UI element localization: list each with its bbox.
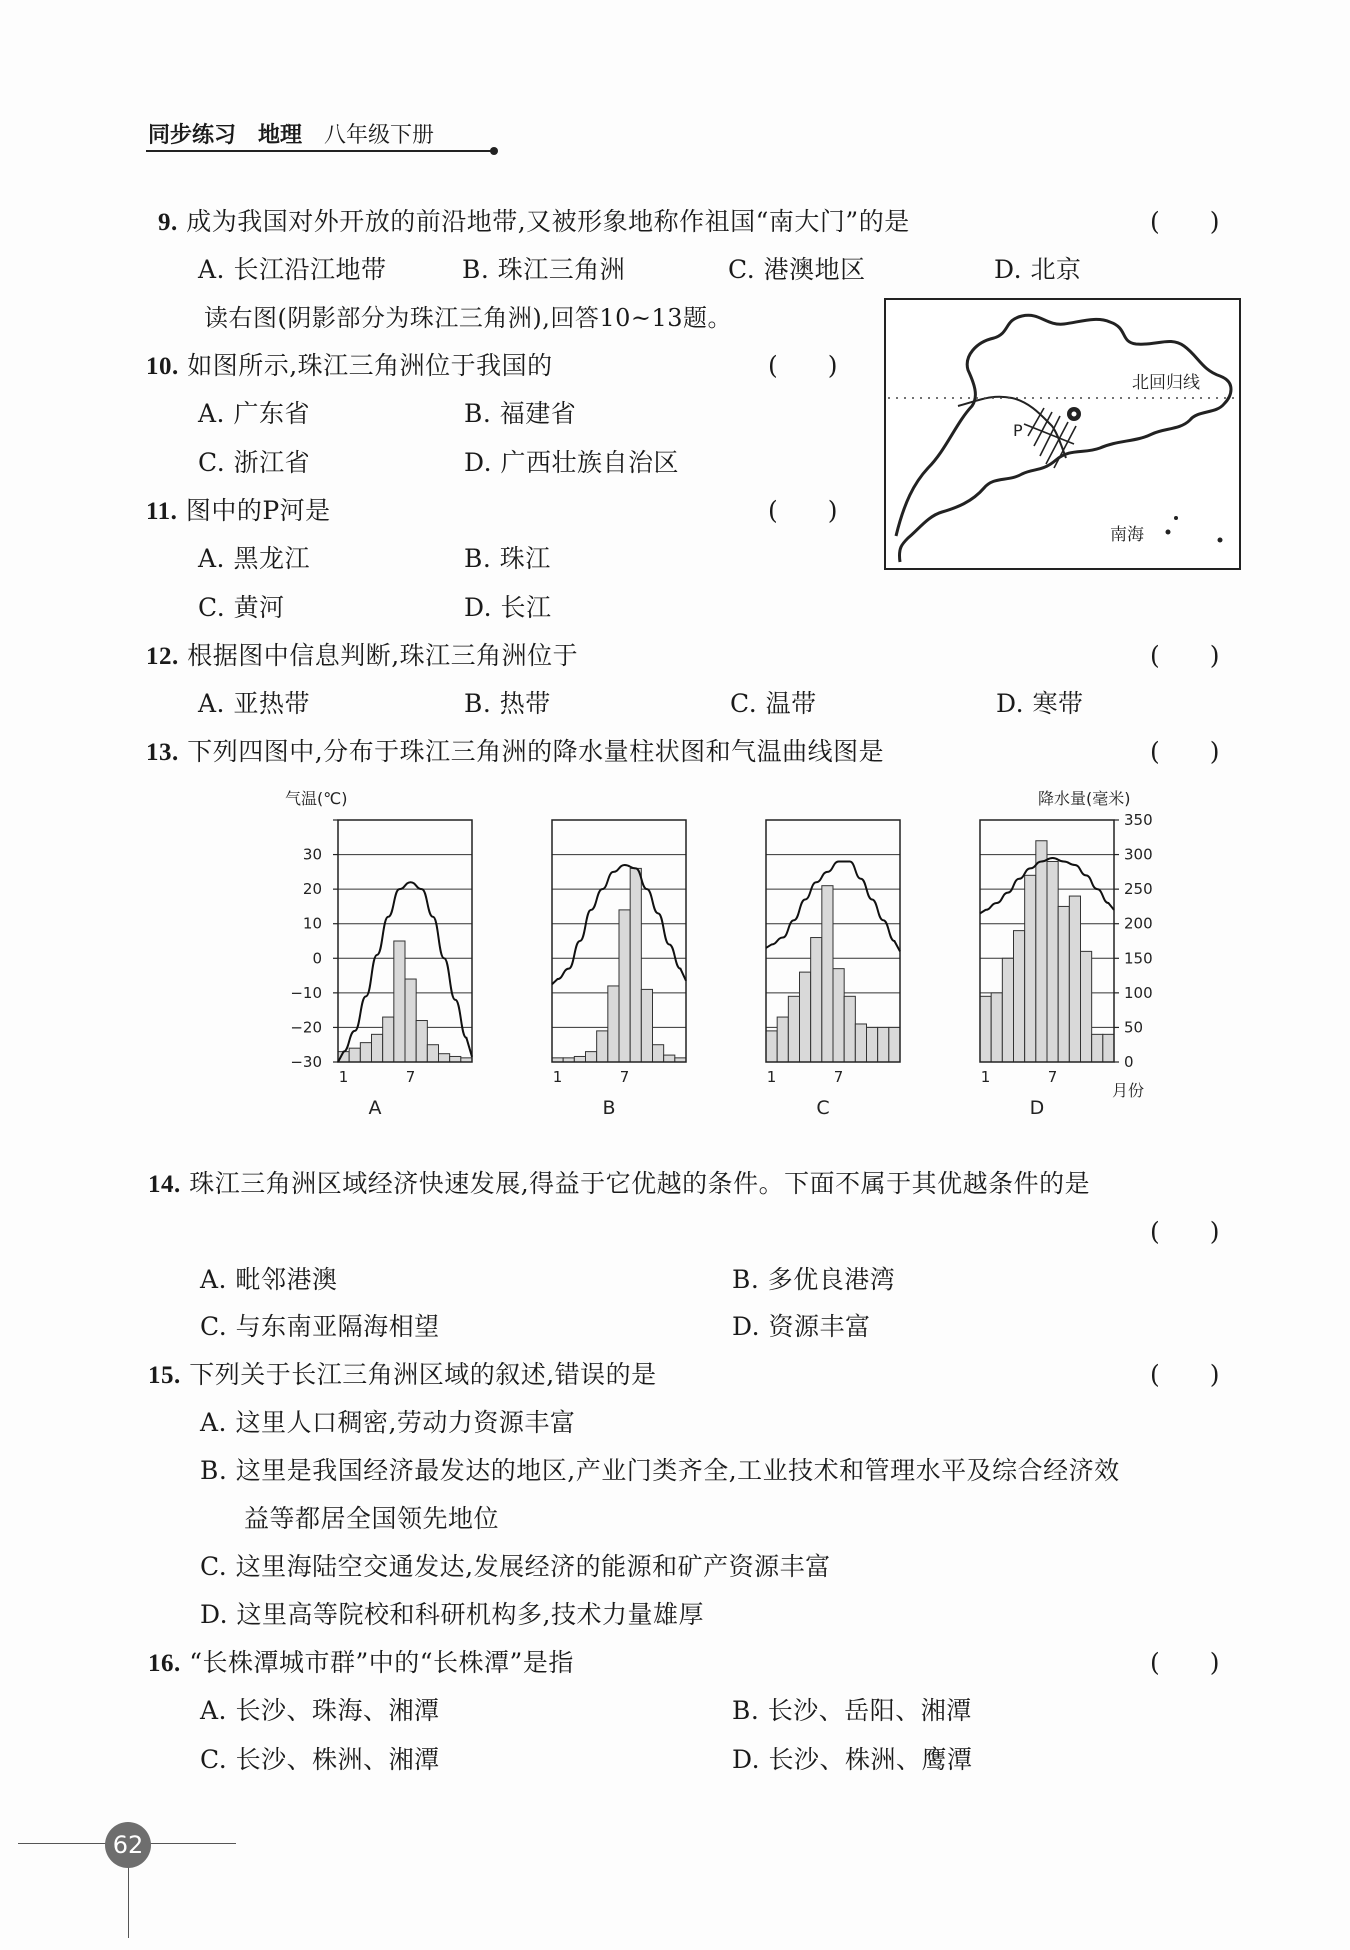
q9-option-c: C. 港澳地区 — [728, 255, 866, 284]
q15-option-a: A. 这里人口稠密,劳动力资源丰富 — [200, 1408, 576, 1437]
temp-tick-label: 10 — [302, 914, 322, 933]
q14-option-b: B. 多优良港湾 — [732, 1265, 896, 1294]
precip-bar-d — [1103, 1034, 1114, 1062]
precip-bar-a — [360, 1043, 371, 1062]
pearl-river-delta-map — [884, 298, 1242, 572]
precip-bar-b — [586, 1052, 597, 1062]
q10-option-c: C. 浙江省 — [198, 448, 311, 477]
temp-axis-label: 气温(℃) — [285, 789, 348, 808]
answer-blank-14[interactable]: ( ) — [1150, 1217, 1220, 1246]
island-dot — [1218, 538, 1223, 543]
precip-bar-d — [980, 996, 991, 1062]
question-14 — [148, 1164, 1090, 1200]
q16-option-c: C. 长沙、株洲、湘潭 — [200, 1745, 440, 1774]
question-15-number: 15. — [148, 1362, 181, 1389]
precip-bar-d — [1081, 951, 1092, 1062]
question-15-stem: 下列关于长江三角洲区域的叙述,错误的是 — [189, 1360, 657, 1389]
island-dot — [1166, 530, 1171, 535]
answer-blank-13[interactable]: ( ) — [1150, 737, 1220, 766]
precip-bar-a — [427, 1045, 438, 1062]
precip-bar-a — [450, 1056, 461, 1062]
precip-bar-d — [1036, 841, 1047, 1062]
question-11-number: 11. — [146, 498, 178, 525]
climate-charts — [260, 776, 1180, 1126]
precip-bar-d — [1047, 861, 1058, 1062]
temp-tick-label: 30 — [302, 845, 322, 864]
question-10 — [146, 346, 553, 382]
q10-option-d: D. 广西壮族自治区 — [464, 448, 680, 477]
precip-bar-c — [800, 972, 811, 1062]
temp-tick-label: −30 — [290, 1053, 322, 1071]
question-11-stem: 图中的P河是 — [185, 496, 331, 525]
month-tick-label: 1 — [980, 1068, 991, 1086]
precip-tick-label: 300 — [1124, 845, 1153, 864]
precip-bar-c — [867, 1027, 878, 1062]
precip-bar-c — [766, 1031, 777, 1062]
question-15 — [148, 1355, 657, 1391]
question-11 — [146, 491, 331, 527]
precip-tick-label: 150 — [1124, 949, 1153, 968]
q16-option-b: B. 长沙、岳阳、湘潭 — [732, 1696, 972, 1725]
question-13-stem: 下列四图中,分布于珠江三角洲的降水量柱状图和气温曲线图是 — [187, 737, 885, 766]
q14-option-d: D. 资源丰富 — [732, 1312, 871, 1341]
chart-label-d: D — [1029, 1097, 1045, 1119]
precip-bar-d — [1058, 906, 1069, 1062]
question-13-number: 13. — [146, 739, 179, 766]
header-grade: 八年级下册 — [324, 123, 435, 148]
question-13 — [146, 732, 884, 768]
precip-bar-d — [1025, 875, 1036, 1062]
precip-bar-c — [855, 1024, 866, 1062]
q15-option-b: B. 这里是我国经济最发达的地区,产业门类齐全,工业技术和管理水平及综合经济效 — [200, 1456, 1120, 1485]
question-9 — [158, 202, 910, 238]
question-9-stem: 成为我国对外开放的前沿地带,又被形象地称作祖国“南大门”的是 — [186, 207, 910, 236]
q9-option-d: D. 北京 — [994, 255, 1082, 284]
precip-bar-d — [1002, 958, 1013, 1062]
temp-tick-label: −20 — [290, 1018, 322, 1037]
precip-bar-b — [597, 1031, 608, 1062]
chart-label-b: B — [602, 1097, 616, 1119]
precip-tick-label: 200 — [1124, 914, 1153, 933]
precip-bar-d — [991, 993, 1002, 1062]
q14-option-c: C. 与东南亚隔海相望 — [200, 1312, 440, 1341]
header-series: 同步练习 — [148, 123, 237, 148]
precip-bar-b — [574, 1056, 585, 1062]
page-number: 62 — [105, 1822, 151, 1868]
answer-blank-11[interactable]: ( ) — [768, 496, 838, 525]
q15-option-b-continued: 益等都居全国领先地位 — [244, 1504, 500, 1533]
precip-bar-a — [349, 1048, 360, 1062]
q16-option-a: A. 长沙、珠海、湘潭 — [200, 1696, 440, 1725]
answer-blank-9[interactable]: ( ) — [1150, 207, 1220, 236]
temp-tick-label: 20 — [302, 880, 322, 899]
precip-bar-c — [833, 969, 844, 1062]
precip-bar-c — [777, 1017, 788, 1062]
question-14-stem: 珠江三角洲区域经济快速发展,得益于它优越的条件。下面不属于其优越条件的是 — [189, 1169, 1091, 1198]
month-axis-label: 月份 — [1112, 1081, 1145, 1100]
chart-label-c: C — [816, 1097, 830, 1119]
month-tick-label: 7 — [1047, 1068, 1058, 1086]
month-tick-label: 7 — [833, 1068, 844, 1086]
q11-option-a: A. 黑龙江 — [198, 544, 310, 573]
q11-option-d: D. 长江 — [464, 593, 552, 622]
q11-option-b: B. 珠江 — [464, 544, 551, 573]
q12-option-c: C. 温带 — [730, 689, 817, 718]
q12-option-a: A. 亚热带 — [198, 689, 310, 718]
question-10-number: 10. — [146, 353, 179, 380]
month-tick-label: 1 — [338, 1068, 349, 1086]
question-16-number: 16. — [148, 1650, 181, 1677]
header-rule — [146, 150, 496, 152]
precip-bar-b — [653, 1045, 664, 1062]
q12-option-d: D. 寒带 — [996, 689, 1084, 718]
answer-blank-10[interactable]: ( ) — [768, 351, 838, 380]
answer-blank-15[interactable]: ( ) — [1150, 1360, 1220, 1389]
precip-axis-label: 降水量(毫米) — [1038, 789, 1131, 808]
month-tick-label: 7 — [405, 1068, 416, 1086]
precip-bar-a — [416, 1021, 427, 1062]
precip-bar-c — [788, 996, 799, 1062]
precip-bar-a — [383, 1017, 394, 1062]
month-tick-label: 7 — [619, 1068, 630, 1086]
precip-bar-a — [405, 979, 416, 1062]
question-12-number: 12. — [146, 643, 179, 670]
sea-label: 南海 — [1110, 525, 1144, 545]
question-12 — [146, 636, 578, 672]
precip-bar-d — [1014, 931, 1025, 1062]
question-16-stem: “长株潭城市群”中的“长株潭”是指 — [189, 1648, 574, 1677]
q9-option-b: B. 珠江三角洲 — [462, 255, 626, 284]
precip-bar-c — [878, 1027, 889, 1062]
precip-bar-c — [844, 996, 855, 1062]
answer-blank-16[interactable]: ( ) — [1150, 1648, 1220, 1677]
question-12-stem: 根据图中信息判断,珠江三角洲位于 — [187, 641, 579, 670]
q15-option-c: C. 这里海陆空交通发达,发展经济的能源和矿产资源丰富 — [200, 1552, 831, 1581]
precip-bar-a — [394, 941, 405, 1062]
q10-option-a: A. 广东省 — [198, 399, 310, 428]
header-subject: 地理 — [258, 123, 303, 148]
month-tick-label: 1 — [552, 1068, 563, 1086]
precip-tick-label: 0 — [1124, 1053, 1134, 1071]
header-dot — [490, 147, 498, 155]
q15-option-d: D. 这里高等院校和科研机构多,技术力量雄厚 — [200, 1600, 704, 1629]
month-tick-label: 1 — [766, 1068, 777, 1086]
river-label: P — [1013, 421, 1023, 440]
q9-option-a: A. 长江沿江地带 — [198, 255, 387, 284]
question-9-number: 9. — [158, 209, 178, 236]
q16-option-d: D. 长沙、株洲、鹰潭 — [732, 1745, 973, 1774]
precip-tick-label: 350 — [1124, 811, 1153, 829]
temp-tick-label: −10 — [290, 983, 322, 1002]
tropic-label: 北回归线 — [1132, 373, 1200, 393]
answer-blank-12[interactable]: ( ) — [1150, 641, 1220, 670]
island-dot — [1174, 516, 1178, 520]
precip-tick-label: 250 — [1124, 880, 1153, 899]
precip-bar-c — [811, 938, 822, 1062]
precip-bar-b — [608, 986, 619, 1062]
precip-bar-c — [889, 1027, 900, 1062]
q11-option-c: C. 黄河 — [198, 593, 285, 622]
question-14-number: 14. — [148, 1171, 181, 1198]
precip-tick-label: 50 — [1124, 1018, 1144, 1037]
precip-bar-d — [1069, 896, 1080, 1062]
map-intro: 读右图(阴影部分为珠江三角洲),回答10~13题。 — [204, 304, 733, 332]
precip-bar-c — [822, 886, 833, 1062]
question-16 — [148, 1643, 574, 1679]
question-10-stem: 如图所示,珠江三角洲位于我国的 — [187, 351, 553, 380]
q10-option-b: B. 福建省 — [464, 399, 577, 428]
chart-label-a: A — [368, 1097, 382, 1119]
precip-bar-d — [1092, 1034, 1103, 1062]
precip-bar-b — [630, 868, 641, 1062]
q14-option-a: A. 毗邻港澳 — [200, 1265, 338, 1294]
q12-option-b: B. 热带 — [464, 689, 551, 718]
precip-tick-label: 100 — [1124, 983, 1153, 1002]
precip-bar-b — [619, 910, 630, 1062]
temp-tick-label: 0 — [312, 949, 322, 968]
precip-bar-b — [664, 1055, 675, 1062]
precip-bar-a — [372, 1034, 383, 1062]
page-header — [148, 118, 434, 149]
precip-bar-b — [641, 989, 652, 1062]
precip-bar-a — [439, 1054, 450, 1062]
